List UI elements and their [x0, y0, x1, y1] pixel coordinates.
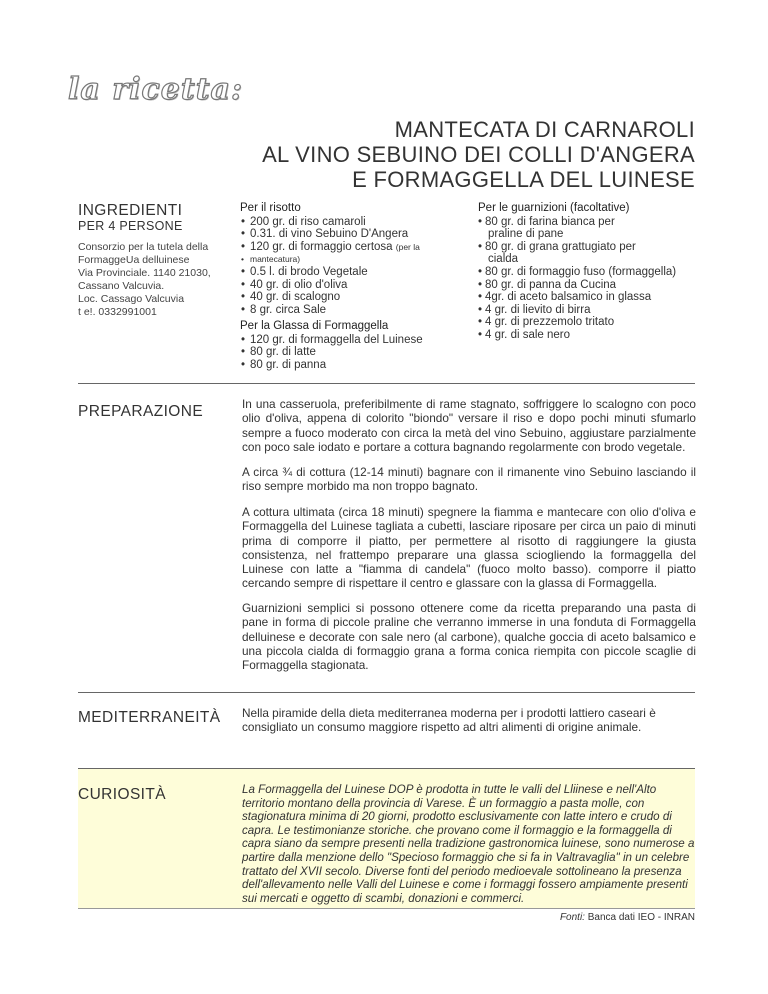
ingredient-text: 120 gr. di formaggio certosa: [250, 240, 393, 253]
ingredient-note-cont: [240, 253, 450, 266]
recipe-title: [135, 117, 695, 192]
recipe-heading: la ricetta:: [68, 72, 244, 107]
address-line: FormaggeUa delluinese: [78, 254, 190, 266]
section-divider: [78, 383, 695, 384]
sources-label: Fonti:: [559, 912, 585, 923]
preparation-paragraph: In una casseruola, preferibilmente di rame stagnato, soffriggere lo scalogno con poco olio d'oliva, appena di colorito "biondo" versare il riso e dopo pochi minuti sfumarlo sempre a fuoco moderato con circa la metà del vino Sebuino, aggiustare parzialmente con poco sale iodato e portare a cottura bagnando regolarmente con brodo vegetale.: [242, 397, 696, 454]
ingredient-note: mantecatura): [250, 254, 301, 265]
ingredient-note: (per la: [395, 241, 420, 252]
title-line: AL VINO SEBUINO DEI COLLI D'ANGERA: [262, 142, 695, 167]
title-line: E FORMAGGELLA DEL LUINESE: [352, 167, 695, 192]
preparation-paragraph: Guarnizioni semplici si possono ottenere come da ricetta preparando una pasta di pane in forma di piccole praline che verranno immerse in una fonduta di Formaggella delluinese e decorate con sale nero (al carbone), qualche goccia di aceto balsamico e una piccola cialda di formaggio grana a forma conica riempita con piccole scaglie di Formaggella stagionata.: [242, 601, 696, 673]
ingredient-item: • 120 gr. di formaggella del Luinese: [240, 334, 450, 347]
ingredient-item: • 80 gr. di grana grattugiato per: [478, 241, 708, 254]
risotto-heading: Per il risotto: [240, 202, 301, 214]
preparation-paragraph: A circa ¾ di cottura (12-14 minuti) bagnare con il rimanente vino Sebuino lasciando il riso sempre morbido ma non troppo bagnato.: [242, 465, 696, 494]
ingredient-item: • 40 gr. di olio d'oliva: [240, 279, 450, 292]
address-line: Consorzio per la tutela della: [78, 241, 209, 253]
ingredient-item: • 80 gr. di panna: [240, 359, 450, 372]
curiosita-label: CURIOSITÀ: [78, 786, 166, 803]
ingredient-item: • 4gr. di aceto balsamico in glassa: [478, 291, 708, 304]
address-line: Via Provinciale. 1140 21030,: [78, 267, 211, 279]
ingredient-item: • 80 gr. di formaggio fuso (formaggella): [478, 266, 708, 279]
consorzio-address: [78, 241, 211, 319]
risotto-ingredients: [240, 202, 450, 316]
ingredient-continuation: cialda: [488, 253, 519, 266]
ingredient-item: [240, 241, 450, 254]
ingredient-item: • 80 gr. di latte: [240, 346, 450, 359]
ingredient-item: • 40 gr. di scalogno: [240, 291, 450, 304]
ingredient-item: • 200 gr. di riso camaroli: [240, 216, 450, 229]
section-divider: [78, 692, 695, 693]
ingredient-item: • 0.31. di vino Sebuino D'Angera: [240, 228, 450, 241]
title-line: MANTECATA DI CARNAROLI: [394, 117, 695, 142]
ingredient-item: • 4 gr. di prezzemolo tritato: [478, 316, 708, 329]
sources-text: Banca dati IEO - INRAN: [587, 912, 695, 923]
ingredient-item: • 8 gr. circa Sale: [240, 304, 450, 317]
address-line: Loc. Cassago Valcuvia: [78, 293, 185, 305]
guarnizioni-ingredients: [478, 202, 708, 342]
preparazione-label: PREPARAZIONE: [78, 403, 204, 420]
curiosita-text: La Formaggella del Luinese DOP è prodotta in tutte le valli del Lliinese e nell'Alto territorio montano della provincia di Varese. È un formaggio a pasta molle, con stagionatura minima di 20 giorni, prodotto esclusivamente con latte intero e crudo di capra. Le testimonianze storiche. che provano come il formaggio e la formaggella di capra siano da sempre presenti nella tradizione gastronomica luinese, sono numerose a partire dalla menzione dello "Specioso formaggio che si fa in Valtravaglia" in un celebre trattato del XVII secolo. Diverse fonti del periodo medioevale sottolineano la presenza dell'allevamento nelle Valli del Luinese e come i formaggi fossero ampiamente presenti sui mercati e oggetto di scambi, donazioni e commerci.: [242, 783, 695, 905]
ingredient-item: • 0.5 l. di brodo Vegetale: [240, 266, 450, 279]
ingredienti-label: INGREDIENTI: [78, 202, 183, 219]
ingredient-item: • 80 gr. di farina bianca per: [478, 216, 708, 229]
ingredient-item: • 4 gr. di lievito di birra: [478, 304, 708, 317]
ingredient-continuation: praline di pane: [488, 228, 564, 241]
ingredient-item: • 80 gr. di panna da Cucina: [478, 279, 708, 292]
guarnizioni-heading: Per le guarnizioni (facoltative): [478, 202, 630, 214]
glassa-ingredients: [240, 320, 450, 371]
address-line: Cassano Valcuvia.: [78, 280, 165, 292]
mediterraneita-label: MEDITERRANEITÀ: [78, 709, 221, 726]
address-line: t e!. 0332991001: [78, 306, 157, 318]
mediterraneita-text: Nella piramide della dieta mediterranea moderna per i prodotti lattiero caseari è consigliato un consumo maggiore rispetto ad altri alimenti di origine animale.: [242, 706, 656, 735]
sources-note: [560, 912, 695, 923]
glassa-heading: Per la Glassa di Formaggella: [240, 320, 389, 332]
ingredient-item: • 4 gr. di sale nero: [478, 329, 708, 342]
servings-label: PER 4 PERSONE: [78, 219, 183, 233]
preparation-paragraph: A cottura ultimata (circa 18 minuti) spegnere la fiamma e mantecare con olio d'oliva e Formaggella del Luinese tagliata a cubetti, lasciare riposare per circa un paio di minuti prima di comporre il piatto, per permettere al risotto di raggiungere la giusta consistenza, nel frattempo preparare una glassa sciogliendo la formaggella del Luinese con latte a "fiamma di candela" (fuoco molto basso). comporre il piatto cercando sempre di rispettare il centro e glassare con la glassa di Formaggella.: [242, 505, 696, 591]
